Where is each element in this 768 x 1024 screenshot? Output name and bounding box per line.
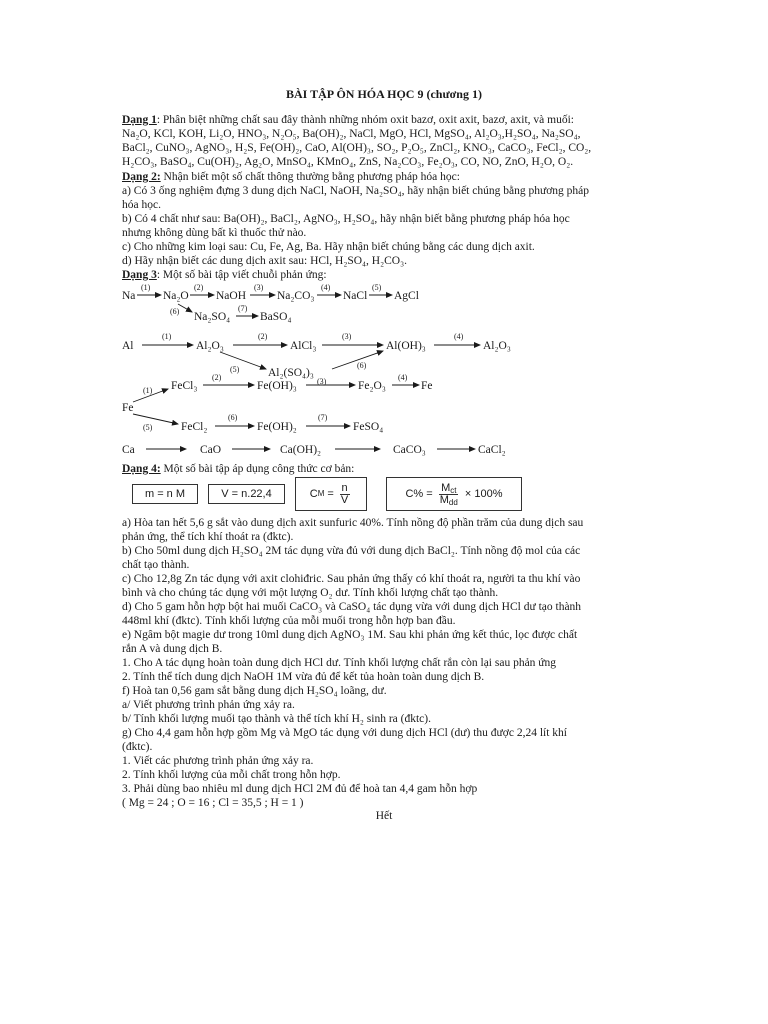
- species-na: Na: [122, 290, 136, 302]
- problem-line: e) Ngâm bột magie dư trong 10ml dung dịch AgNO₃ 1M. Sau khi phản ứng kết thúc, lọc được chất: [122, 629, 578, 641]
- problem-line: bình và cho chúng tác dụng với một lượng O₂ dư. Tính khối lượng chất tạo thành.: [122, 587, 499, 599]
- dang1-line: Na₂O, KCl, KOH, Li₂O, HNO₃, N₂O₅, Ba(OH)₂, NaCl, MgO, HCl, MgSO₄, Al₂O₃,H₂SO₄, Na₂SO₄,: [122, 128, 581, 140]
- step-label: (2): [194, 283, 204, 292]
- formula-multiplier: × 100%: [461, 488, 503, 500]
- species-caco3: CaCO₃: [393, 444, 426, 456]
- species-cao: CaO: [200, 444, 222, 456]
- chain-sodium: [122, 283, 419, 323]
- step-label: (1): [141, 283, 151, 292]
- species-al2so43: Al₂(SO₄)₃: [268, 367, 314, 379]
- dang2-line: c) Cho những kim loại sau: Cu, Fe, Ag, Ba. Hãy nhận biết chúng bằng các dung dịch axit.: [122, 241, 535, 253]
- species-na2o: Na₂O: [163, 290, 189, 302]
- dang2-line: d) Hãy nhận biết các dung dịch axit sau: HCl, H₂SO₄, H₂CO₃.: [122, 255, 407, 267]
- step-label: (3): [317, 377, 327, 386]
- species-feoh2: Fe(OH)₂: [257, 421, 297, 433]
- dang3-header: Dạng 3: [122, 269, 157, 281]
- fraction: [438, 483, 460, 506]
- problem-line: 1. Cho A tác dụng hoàn toàn dung dịch HCl dư. Tính khối lượng chất rắn còn lại sau phản ứng: [122, 657, 557, 669]
- step-label: (3): [254, 283, 264, 292]
- step-label: (5): [372, 283, 382, 292]
- denominator-subscript: dd: [448, 497, 458, 507]
- dang2-header: Dạng 2:: [122, 171, 161, 183]
- step-label: (4): [398, 373, 408, 382]
- dang2-line: hóa học.: [122, 199, 161, 211]
- species-al: Al: [122, 340, 134, 352]
- step-label: (4): [321, 283, 331, 292]
- dang1-header: Dạng 1: [122, 114, 157, 126]
- step-label: (6): [170, 307, 180, 316]
- problem-line: a) Hòa tan hết 5,6 g sắt vào dung dịch axit sunfuric 40%. Tính nồng độ phần trăm của dung dịch sau: [122, 517, 584, 529]
- species-na2co3: Na₂CO₃: [277, 290, 315, 302]
- dang4-intro: [122, 462, 650, 476]
- species-feso4: FeSO₄: [353, 421, 384, 433]
- numerator-subscript: ct: [450, 485, 457, 495]
- formula-symbol: C: [309, 488, 318, 500]
- species-fe: Fe: [122, 402, 134, 414]
- problem-line: a/ Viết phương trình phản ứng xảy ra.: [122, 699, 295, 711]
- species-ca: Ca: [122, 444, 135, 456]
- step-label: (4): [454, 332, 464, 341]
- page-title: BÀI TẬP ÔN HÓA HỌC 9 (chương 1): [286, 87, 482, 101]
- chain-calcium: [122, 444, 506, 456]
- numerator-symbol: M: [441, 481, 451, 494]
- species-agcl: AgCl: [394, 290, 419, 302]
- species-fe-final: Fe: [421, 380, 433, 392]
- step-label: (3): [342, 332, 352, 341]
- problem-line: 2. Tính thể tích dung dịch NaOH 1M vừa đủ để kết tủa hoàn toàn dung dịch B.: [122, 671, 485, 683]
- problem-line: 3. Phải dùng bao nhiêu ml dung dịch HCl 2M đủ để hoà tan 4,4 gam hỗn hợp: [122, 783, 478, 795]
- species-naoh: NaOH: [216, 290, 247, 302]
- problem-line: (đktc).: [122, 741, 153, 753]
- dang1-line: BaCl₂, CuNO₃, AgNO₃, H₂S, Fe(OH)₂, CaO, Al(OH)₃, SO₂, P₂O₅, ZnCl₂, KNO₃, CaCO₃, FeCl₂, CO₂,: [122, 142, 592, 154]
- problem-line: phản ứng, thể tích khí thoát ra (đktc).: [122, 531, 294, 543]
- step-label: (7): [238, 304, 248, 313]
- problem-line: 1. Viết các phương trình phản ứng xảy ra.: [122, 755, 314, 767]
- denominator-symbol: M: [439, 493, 449, 506]
- problem-line: 2. Tính khối lượng của mỗi chất trong hỗn hợp.: [122, 769, 341, 781]
- dang2-line: b) Có 4 chất như sau: Ba(OH)₂, BaCl₂, AgNO₃, H₂SO₄, hãy nhận biết bằng phương pháp hóa học: [122, 213, 570, 225]
- denominator: [438, 495, 460, 506]
- problem-line: c) Cho 12,8g Zn tác dụng với axit clohiđric. Sau phản ứng thấy có khí thoát ra, người ta thu khí vào: [122, 573, 581, 585]
- step-label: (6): [228, 413, 238, 422]
- dang2-line: a) Có 3 ống nghiệm đựng 3 dung dịch NaCl, NaOH, Na₂SO₄, hãy nhận biết chúng bằng phương pháp: [122, 185, 590, 197]
- fraction: [339, 483, 350, 506]
- problem-line: 448ml khí (đktc). Tính khối lượng của mỗi muối trong hỗn hợp ban đầu.: [122, 615, 456, 627]
- problem-line: rắn A và dung dịch B.: [122, 643, 223, 655]
- step-label: (1): [143, 386, 153, 395]
- dang1-line: : Phân biệt những chất sau đây thành những nhóm oxit bazơ, oxit axit, bazơ, axit, và muối:: [156, 114, 574, 126]
- formula-symbol: C% =: [405, 488, 436, 500]
- dang2-line: nhưng không dùng bất kì thuốc thử nào.: [122, 227, 307, 239]
- step-label: (2): [258, 332, 268, 341]
- species-fecl3: FeCl₃: [171, 380, 198, 392]
- denominator: V: [340, 493, 349, 506]
- step-label: (1): [162, 332, 172, 341]
- problem-line: g) Cho 4,4 gam hỗn hợp gồm Mg và MgO tác dụng với dung dịch HCl (dư) thu được 2,24 lít khí: [122, 727, 567, 739]
- formula-molar-concentration: C M = $\frac{n}{V}$: [295, 477, 367, 511]
- formula-equals: =: [324, 488, 337, 500]
- species-cacl2: CaCl₂: [478, 444, 506, 456]
- step-label: (5): [143, 423, 153, 432]
- species-baso4: BaSO₄: [260, 311, 292, 323]
- species-na2so4: Na₂SO₄: [194, 311, 231, 323]
- species-alcl3: AlCl₃: [290, 340, 317, 352]
- step-label: (5): [230, 365, 240, 374]
- chain-aluminium: [122, 332, 511, 379]
- formula-volume: V = n.22,4: [208, 484, 285, 504]
- species-aloh3: Al(OH)₃: [386, 340, 426, 352]
- dang3-text: : Một số bài tập viết chuỗi phản ứng:: [156, 269, 327, 281]
- species-fecl2: FeCl₂: [181, 421, 208, 433]
- species-al2o3-final: Al₂O₃: [483, 340, 511, 352]
- step-label: (2): [212, 373, 222, 382]
- problem-line: b/ Tính khối lượng muối tạo thành và thể tích khí H₂ sinh ra (đktc).: [122, 713, 431, 725]
- problem-line: d) Cho 5 gam hỗn hợp bột hai muối CaCO₃ và CaSO₄ tác dụng vừa với dung dịch HCl dư tạo thành: [122, 601, 582, 613]
- step-label: (6): [357, 361, 367, 370]
- step-label: (7): [318, 413, 328, 422]
- end-marker: Hết: [375, 810, 393, 822]
- problem-line: chất tạo thành.: [122, 559, 190, 571]
- dang4-header: Dạng 4:: [122, 463, 161, 475]
- species-al2o3: Al₂O₃: [196, 340, 224, 352]
- atomic-masses: ( Mg = 24 ; O = 16 ; Cl = 35,5 ; H = 1 ): [122, 797, 304, 809]
- formula-mass: m = n M: [132, 484, 198, 504]
- species-nacl: NaCl: [343, 290, 368, 302]
- numerator: n: [341, 481, 348, 494]
- species-feoh3: Fe(OH)₃: [257, 380, 297, 392]
- dang1-line: H₂CO₃, BaSO₄, Cu(OH)₂, Ag₂O, MnSO₄, KMnO₄, ZnS, Na₂CO₃, Fe₂O₃, CO, NO, ZnO, H₂O, O₂.: [122, 156, 574, 168]
- problem-line: b) Cho 50ml dung dịch H₂SO₄ 2M tác dụng vừa đủ với dung dịch BaCl₂. Tính nồng độ mol của các: [122, 545, 581, 557]
- dang4-text: Một số bài tập áp dụng công thức cơ bản:: [160, 463, 355, 475]
- chain-iron: [122, 373, 433, 433]
- species-fe2o3: Fe₂O₃: [358, 380, 386, 392]
- problem-line: f) Hoà tan 0,56 gam sắt bằng dung dịch H₂SO₄ loãng, dư.: [122, 685, 387, 697]
- species-caoh2: Ca(OH)₂: [280, 444, 322, 456]
- dang2-line: Nhận biết một số chất thông thường bằng phương pháp hóa học:: [160, 171, 460, 183]
- formula-percent-concentration: [386, 477, 522, 511]
